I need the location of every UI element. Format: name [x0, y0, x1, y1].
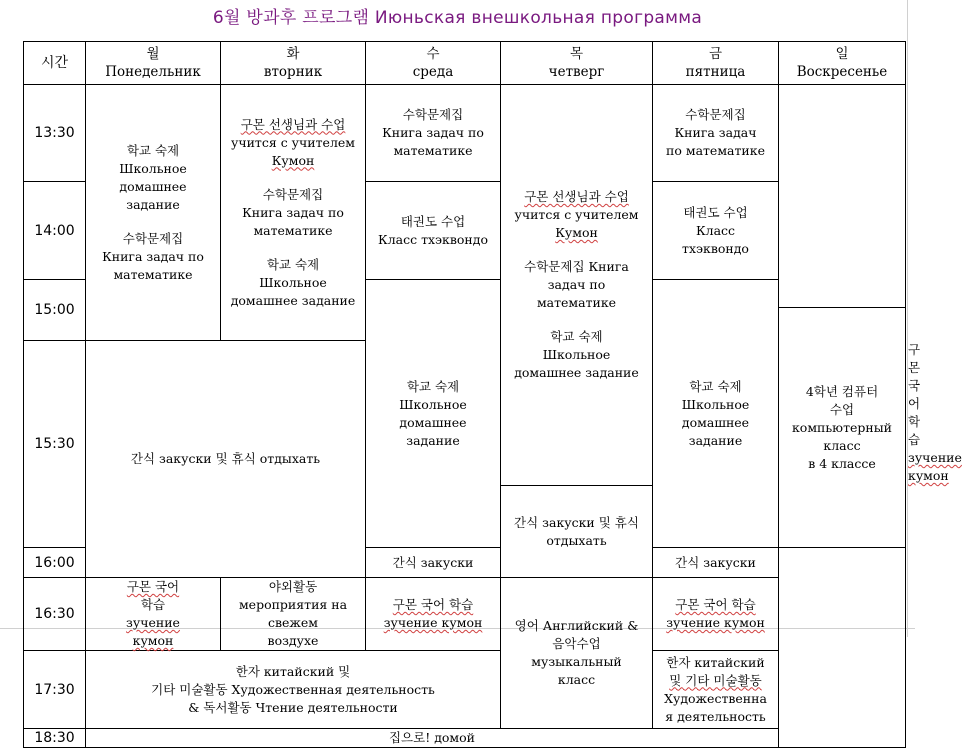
header-row [24, 42, 906, 85]
header-fri: 금 пятница [653, 42, 779, 85]
header-mon: 월 Понедельник [86, 42, 221, 85]
page-title: 6월 방과후 프로그램 Июньская внешкольная программа [212, 8, 703, 28]
cell-mon-wed-art: 한자 китайский 및 기타 미술활동 Художественная деятельность & 독서활동 Чтение деятельности [86, 651, 501, 729]
time-1730: 17:30 [24, 651, 86, 729]
cell-wed-homework: 학교 숙제 Школьное домашнее задание [366, 280, 501, 548]
time-1830: 18:30 [24, 729, 86, 748]
header-sun: 일 Воскресенье [779, 42, 906, 85]
cell-tue-morning: 구몬 선생님과 수업 учится с учителем Кумон 수학문제집 Книга задач по математике 학교 숙제 Школьное домашнее задание [221, 85, 366, 341]
cell-fri-snack: 간식 закуски [653, 548, 779, 578]
cell-fri-korean: 구몬 국어 학습 зучение кумон [653, 578, 779, 651]
cell-wed-snack: 간식 закуски [366, 548, 501, 578]
time-1600: 16:00 [24, 548, 86, 578]
cell-fri-taekwondo: 태권도 수업 Класс тхэквондо [653, 182, 779, 280]
schedule-table [23, 41, 962, 748]
table-row [24, 729, 906, 748]
cell-mon-tue-snack-rest: 간식 закуски 및 휴식 отдыхать [86, 341, 366, 578]
header-thu: 목 четверг [501, 42, 653, 85]
cell-mon-korean: 구몬 국어 학습 зучение кумон [86, 578, 221, 651]
cell-wed-math: 수학문제집 Книга задач по математике [366, 85, 501, 182]
cell-thu-morning: 구몬 선생님과 수업 учится с учителем Кумон 수학문제집 Книга задач по математике 학교 숙제 Школьное домашнее задание [501, 85, 653, 486]
cell-fri-math: 수학문제집 Книга задач по математике [653, 85, 779, 182]
cell-home: 집으로! домой [86, 729, 779, 748]
table-row [24, 85, 906, 136]
cell-sun-evening-empty [779, 548, 906, 748]
table-row [24, 578, 906, 651]
cell-tue-outdoor: 야외활동 мероприятия на свежем воздухе [221, 578, 366, 651]
table-row [24, 651, 906, 729]
table-row: 15:30 간식 закуски 및 휴식 отдыхать 구몬 국어 학습 зучение кумон [24, 341, 906, 486]
header-wed: 수 среда [366, 42, 501, 85]
cell-fri-art: 한자 китайский 및 기타 미술활동 Художественна я деятельность [653, 651, 779, 729]
time-1400: 14:00 [24, 182, 86, 280]
header-tue: 화 вторник [221, 42, 366, 85]
header-time: 시간 [24, 42, 86, 85]
cell-thu-snack-rest: 간식 закуски 및 휴식 отдыхать [501, 486, 653, 578]
cell-sun-computer: 4학년 컴퓨터 수업 компьютерный класс в 4 классе [779, 308, 906, 548]
page-edge-right [907, 0, 908, 637]
time-1500: 15:00 [24, 280, 86, 341]
time-1630: 16:30 [24, 578, 86, 651]
cell-wed-taekwondo: 태권도 수업 Класс тхэквондо [366, 182, 501, 280]
cell-fri-homework: 학교 숙제 Школьное домашнее задание [653, 280, 779, 548]
cell-mon-homework-math: 학교 숙제 Школьное домашнее задание 수학문제집 Книга задач по математике [86, 85, 221, 341]
time-1530: 15:30 [24, 341, 86, 548]
cell-thu-music: 영어 Английский & 음악수업 музыкальный класс [501, 578, 653, 729]
cell-sun-empty [779, 85, 906, 308]
time-1330: 13:30 [24, 85, 86, 182]
cell-wed-korean: 구몬 국어 학습 зучение кумон [366, 578, 501, 651]
